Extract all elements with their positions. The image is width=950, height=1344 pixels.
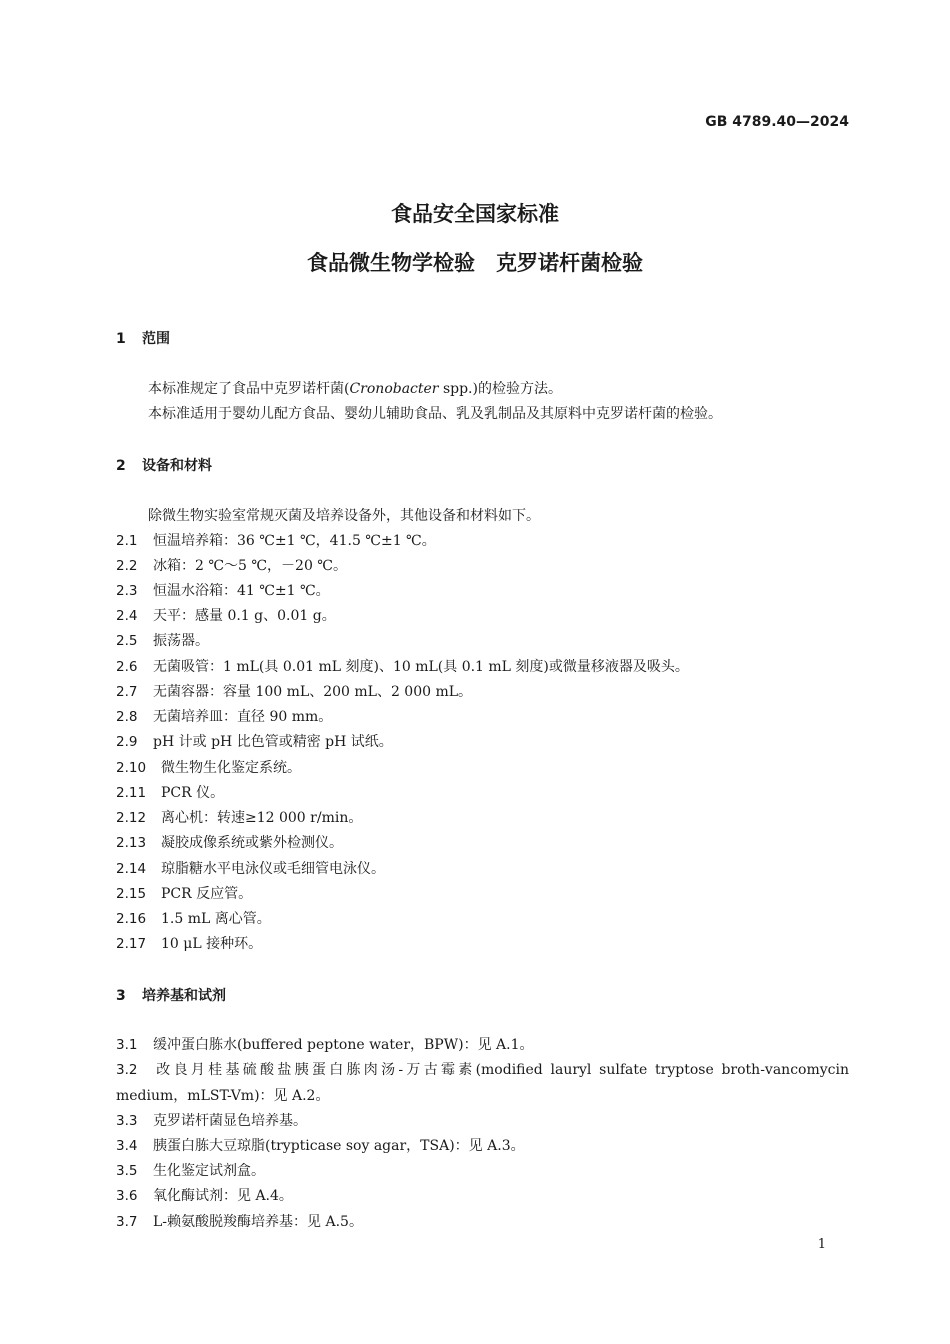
item-number: 2.11: [116, 785, 147, 801]
genus-name: Cronobacter: [349, 381, 439, 397]
list-item: [116, 530, 436, 550]
item-number: 2.9: [116, 734, 138, 750]
list-item: [116, 858, 385, 878]
item-text: PCR 仪。: [161, 785, 225, 801]
item-number: 3.2: [116, 1062, 138, 1078]
list-item: [116, 555, 347, 575]
para-text: 本标准规定了食品中克罗诺杆菌(: [148, 381, 350, 397]
title-line-1: 食品安全国家标准: [391, 202, 559, 226]
item-text: 天平：感量 0.1 g、0.01 g。: [153, 608, 336, 624]
list-item: [116, 782, 224, 802]
item-number: 2.3: [116, 583, 138, 599]
item-number: 2.10: [116, 760, 147, 776]
section-1-para-1: [148, 378, 562, 398]
item-number: 2.6: [116, 659, 138, 675]
section-1-para-2: 本标准适用于婴幼儿配方食品、婴幼儿辅助食品、乳及乳制品及其原料中克罗诺杆菌的检验。: [148, 406, 722, 422]
list-item: [116, 832, 343, 852]
item-text: 10 μL 接种环。: [161, 936, 263, 952]
item-text: 离心机：转速≥12 000 r/min。: [161, 810, 363, 826]
item-text: PCR 反应管。: [161, 886, 253, 902]
page-number: 1: [817, 1237, 826, 1252]
list-item: [116, 883, 252, 903]
item-text: 缓冲蛋白胨水(buffered peptone water，BPW)：见 A.1。: [153, 1037, 534, 1053]
item-text: 无菌培养皿：直径 90 mm。: [153, 709, 333, 725]
item-text: 改良月桂基硫酸盐胰蛋白胨肉汤-万古霉素(modified lauryl sulfate tryptose broth-vancomycin: [153, 1062, 849, 1078]
section-title: 设备和材料: [142, 458, 212, 474]
item-number: 2.15: [116, 886, 147, 902]
item-number: 3.4: [116, 1138, 138, 1154]
item-text: 恒温水浴箱：41 ℃±1 ℃。: [153, 583, 330, 599]
item-number: 2.7: [116, 684, 138, 700]
list-item: [116, 605, 336, 625]
list-item: [116, 757, 301, 777]
section-number: 1: [116, 331, 126, 347]
item-number: 3.7: [116, 1214, 138, 1230]
list-item: [116, 933, 262, 953]
title-line-2: 食品微生物学检验 克罗诺杆菌检验: [307, 251, 643, 275]
item-number: 2.12: [116, 810, 147, 826]
item-number: 3.6: [116, 1188, 138, 1204]
item-text: 振荡器。: [153, 633, 209, 649]
list-item: [116, 630, 209, 650]
item-text: 生化鉴定试剂盒。: [153, 1163, 265, 1179]
section-number: 2: [116, 458, 126, 474]
list-item: [116, 1160, 265, 1180]
list-item: [116, 580, 330, 600]
item-number: 2.4: [116, 608, 138, 624]
item-text: 克罗诺杆菌显色培养基。: [153, 1113, 307, 1129]
item-text: 冰箱：2 ℃～5 ℃，－20 ℃。: [153, 558, 347, 574]
section-2-intro: 除微生物实验室常规灭菌及培养设备外，其他设备和材料如下。: [148, 508, 540, 524]
item-number: 3.1: [116, 1037, 138, 1053]
list-item-wrapped: [116, 1059, 849, 1079]
item-number: 2.1: [116, 533, 138, 549]
item-text: 无菌吸管：1 mL(具 0.01 mL 刻度)、10 mL(具 0.1 mL 刻度)或微量移液器及吸头。: [153, 659, 689, 675]
item-text: 恒温培养箱：36 ℃±1 ℃，41.5 ℃±1 ℃。: [153, 533, 436, 549]
item-number: 2.8: [116, 709, 138, 725]
item-number: 2.2: [116, 558, 138, 574]
list-item: [116, 706, 332, 726]
list-item-continuation: medium，mLST-Vm)：见 A.2。: [116, 1088, 330, 1104]
item-text: 琼脂糖水平电泳仪或毛细管电泳仪。: [161, 861, 385, 877]
list-item: [116, 1135, 525, 1155]
item-number: 2.14: [116, 861, 147, 877]
section-3-heading: [116, 985, 226, 1005]
item-number: 2.16: [116, 911, 147, 927]
list-item: [116, 731, 393, 751]
list-item: [116, 656, 689, 676]
section-1-heading: [116, 328, 170, 348]
section-number: 3: [116, 988, 126, 1004]
item-text: pH 计或 pH 比色管或精密 pH 试纸。: [153, 734, 393, 750]
list-item: [116, 1110, 307, 1130]
list-item: [116, 1185, 293, 1205]
item-text: 氧化酶试剂：见 A.4。: [153, 1188, 293, 1204]
list-item: [116, 807, 362, 827]
item-number: 2.5: [116, 633, 138, 649]
list-item: [116, 681, 472, 701]
item-number: 3.3: [116, 1113, 138, 1129]
section-2-heading: [116, 455, 212, 475]
list-item: [116, 1034, 534, 1054]
section-title: 范围: [142, 331, 170, 347]
item-text: 1.5 mL 离心管。: [161, 911, 271, 927]
item-text: 微生物生化鉴定系统。: [161, 760, 301, 776]
item-text: L-赖氨酸脱羧酶培养基：见 A.5。: [153, 1214, 363, 1230]
item-text: 无菌容器：容量 100 mL、200 mL、2 000 mL。: [153, 684, 473, 700]
list-item: [116, 1211, 363, 1231]
item-number: 2.17: [116, 936, 147, 952]
item-text: 胰蛋白胨大豆琼脂(trypticase soy agar，TSA)：见 A.3。: [153, 1138, 525, 1154]
item-number: 2.13: [116, 835, 147, 851]
para-text: spp.)的检验方法。: [438, 381, 562, 397]
section-title: 培养基和试剂: [142, 988, 226, 1004]
standard-code: GB 4789.40—2024: [705, 114, 849, 130]
item-number: 3.5: [116, 1163, 138, 1179]
list-item: [116, 908, 271, 928]
item-text: 凝胶成像系统或紫外检测仪。: [161, 835, 343, 851]
